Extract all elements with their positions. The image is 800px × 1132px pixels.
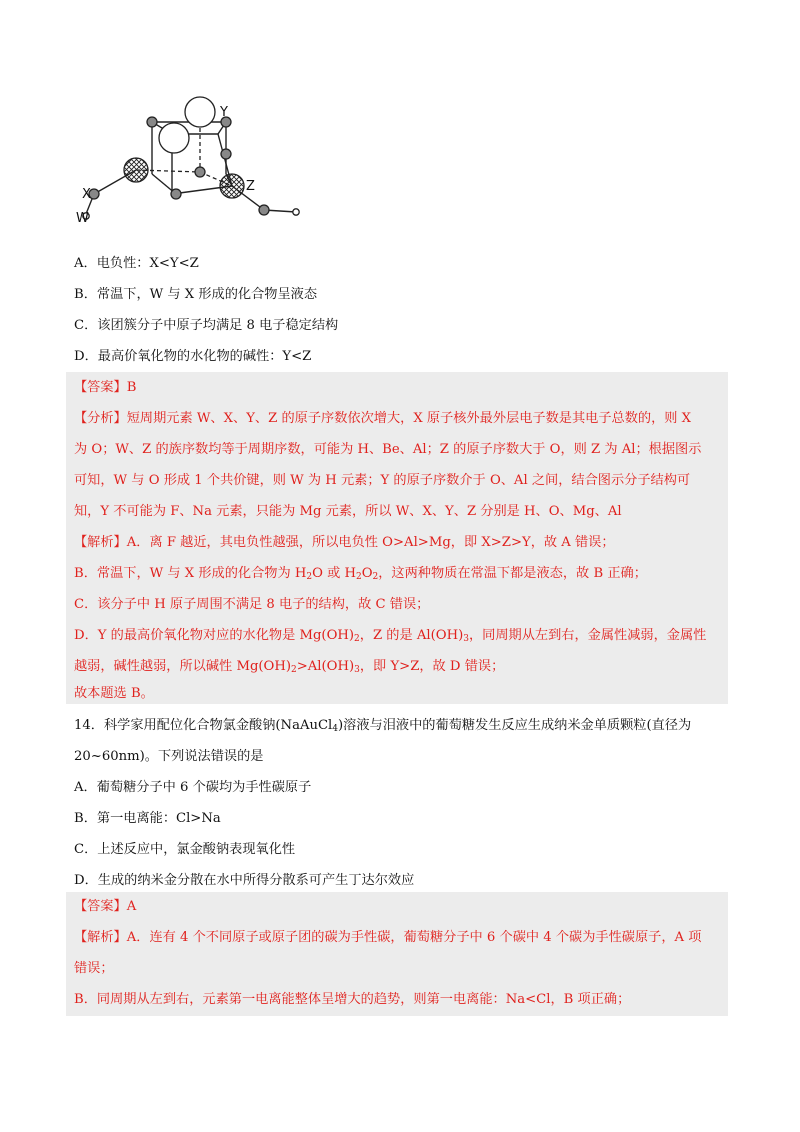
q14-option-a: A．葡萄糖分子中 6 个碳均为手性碳原子 [74, 780, 312, 795]
text-segment: O [361, 566, 373, 581]
bridge-atom [259, 205, 269, 215]
cluster-structure-figure [74, 92, 306, 232]
corner-atom [221, 149, 231, 159]
subscript: 3 [463, 634, 469, 644]
text-segment: ，同周期从左到右，金属性减弱，金属性 [468, 628, 707, 643]
subscript: 4 [332, 724, 339, 734]
subscript: 2 [354, 634, 360, 644]
text-segment: ，即 Y>Z，故 D 错误； [359, 659, 505, 674]
q13-explain-d-continued [74, 657, 504, 677]
corner-atom [171, 189, 181, 199]
subscript: 3 [354, 665, 360, 675]
q14-answer: 【答案】A [74, 899, 137, 914]
q14-explain-b: B．同周期从左到右，元素第一电离能整体呈增大的趋势，则第一电离能：Na<Cl，B 项正确； [74, 992, 631, 1007]
subscript: 2 [372, 572, 379, 582]
label-x: X [82, 187, 91, 202]
subscript: 2 [355, 572, 362, 582]
h-atom [293, 209, 299, 215]
q13-analysis-line: 知，Y 不可能为 F、Na 元素，只能为 Mg 元素，所以 W、X、Y、Z 分别是 H、O、Mg、Al [74, 504, 622, 519]
atoms [83, 97, 299, 219]
q14-stem [74, 716, 691, 736]
q13-explain-b [74, 564, 647, 584]
q14-option-c: C．上述反应中，氯金酸钠表现氧化性 [74, 842, 296, 857]
q13-explain-c: C．该分子中 H 原子周围不满足 8 电子的结构，故 C 错误； [74, 597, 430, 612]
q13-conclusion: 故本题选 B。 [74, 686, 154, 701]
corner-atom [147, 117, 157, 127]
text-segment: )溶液与泪液中的葡萄糖发生反应生成纳米金单质颗粒(直径为 [338, 718, 692, 733]
q13-option-d: D．最高价氧化物的水化物的碱性：Y<Z [74, 349, 312, 364]
q14-option-b: B．第一电离能：Cl>Na [74, 811, 221, 826]
q13-analysis-line: 【分析】短周期元素 W、X、Y、Z 的原子序数依次增大，X 原子核外最外层电子数是其电子总数的，则 X [74, 411, 692, 426]
z-atom [220, 174, 244, 198]
label-w: W [76, 211, 89, 226]
q13-option-a: A．电负性：X<Y<Z [74, 256, 199, 271]
text-segment: 14．科学家用配位化合物氯金酸钠(NaAuCl [74, 718, 333, 733]
q14-explain-a: 【解析】A．连有 4 个不同原子或原子团的碳为手性碳，葡萄糖分子中 6 个碳中 4 个碳为手性碳原子，A 项 [74, 930, 702, 945]
subscript: 2 [291, 665, 297, 675]
q13-explain-a: 【解析】A．离 F 越近，其电负性越强，所以电负性 O>Al>Mg，即 X>Z>Y，故 A 错误； [74, 535, 615, 550]
y-atom [185, 97, 215, 127]
subscript: 2 [306, 572, 313, 582]
q13-option-b: B．常温下，W 与 X 形成的化合物呈液态 [74, 287, 318, 302]
q13-option-c: C．该团簇分子中原子均满足 8 电子稳定结构 [74, 318, 339, 333]
x-atom-cluster [124, 158, 148, 182]
text-segment: D．Y 的最高价氧化物对应的水化物是 Mg(OH) [74, 628, 355, 643]
label-y: Y [220, 105, 228, 120]
q13-explain-d [74, 626, 706, 646]
text-segment: 越弱，碱性越弱，所以碱性 Mg(OH) [74, 659, 291, 674]
text-segment: B．常温下，W 与 X 形成的化合物为 H [74, 566, 307, 581]
label-z: Z [246, 179, 255, 194]
q13-answer: 【答案】B [74, 380, 137, 395]
text-segment: ，这两种物质在常温下都是液态，故 B 正确； [378, 566, 647, 581]
text-segment: O 或 H [312, 566, 356, 581]
text-segment: ，Z 的是 Al(OH) [359, 628, 464, 643]
q13-analysis-line: 可知，W 与 O 形成 1 个共价键，则 W 为 H 元素；Y 的原子序数介于 O、Al 之间，结合图示分子结构可 [74, 473, 691, 488]
upper-atom [159, 123, 189, 153]
q14-option-d: D．生成的纳米金分散在水中所得分散系可产生丁达尔效应 [74, 873, 415, 888]
q14-stem-continued: 20~60nm)。下列说法错误的是 [74, 749, 264, 764]
bonds [86, 122, 296, 214]
q14-explain-a-continued: 错误； [74, 961, 114, 976]
text-segment: >Al(OH) [296, 659, 355, 674]
q13-analysis-line: 为 O；W、Z 的族序数均等于周期序数，可能为 H、Be、Al；Z 的原子序数大于 O，则 Z 为 Al；根据图示 [74, 442, 702, 457]
corner-atom [195, 167, 205, 177]
